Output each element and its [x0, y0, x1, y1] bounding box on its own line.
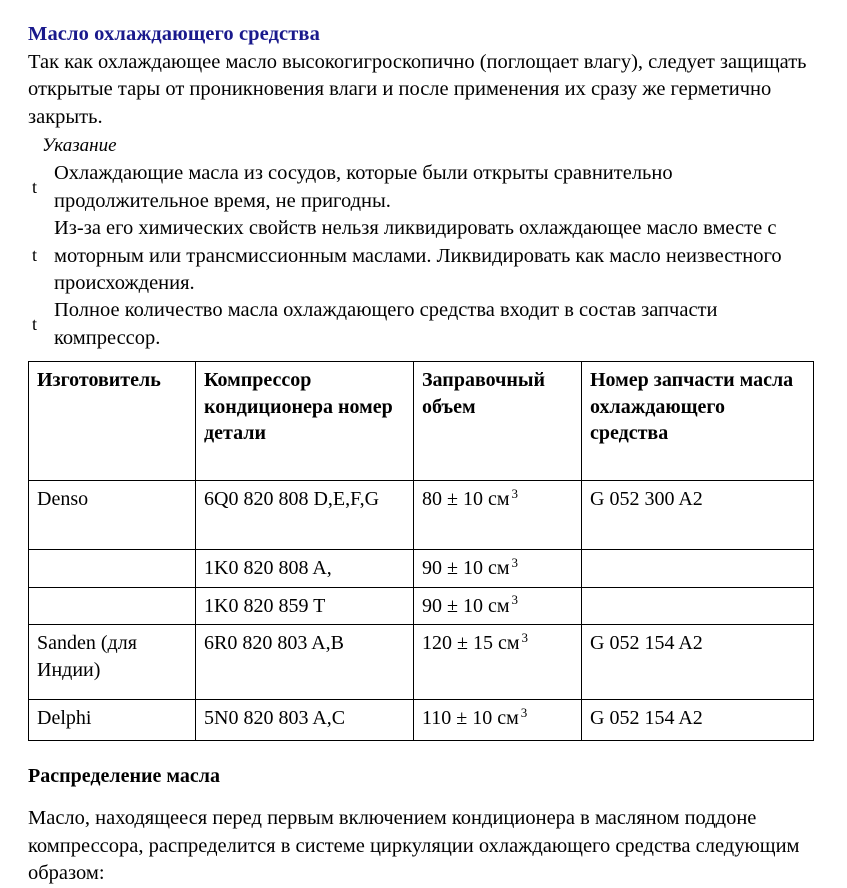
- bullet-marker-icon: t: [32, 313, 38, 334]
- list-item: [28, 160, 818, 215]
- cell-fill-volume-value: 80 ± 10 см: [422, 488, 510, 511]
- subsection-title: Распределение масла: [28, 765, 220, 788]
- cell-oil-part-number: G 052 154 A2: [582, 700, 814, 741]
- cell-fill-volume: [414, 700, 582, 741]
- cell-fill-volume-value: 110 ± 10 см: [422, 707, 519, 730]
- cell-oil-part-number: [582, 587, 814, 624]
- list-item-text: Охлаждающие масла из сосудов, которые были открыты сравнительно продолжительное время, не пригодны.: [54, 162, 673, 212]
- bullet-marker-icon: t: [32, 176, 38, 197]
- cell-oil-part-number: [582, 550, 814, 587]
- table-row: [29, 481, 814, 550]
- cell-compressor-part-number: 5N0 820 803 A,C: [196, 700, 414, 741]
- page-title: Масло охлаждающего средства: [28, 23, 320, 45]
- bullet-marker-icon: t: [32, 245, 38, 266]
- column-header-oil-part-number: Номер запчасти масла охлаждающего средства: [582, 362, 814, 481]
- cell-fill-volume: [414, 587, 582, 624]
- cell-fill-volume: [414, 550, 582, 587]
- document-content: [28, 22, 818, 888]
- cell-manufacturer: [29, 587, 196, 624]
- cell-manufacturer: Denso: [29, 481, 196, 550]
- cell-fill-volume-exponent: 3: [521, 629, 529, 645]
- table-row: [29, 587, 814, 624]
- cell-oil-part-number: G 052 300 A2: [582, 481, 814, 550]
- cell-fill-volume-exponent: 3: [520, 704, 528, 720]
- list-item: [28, 297, 818, 352]
- bullet-list: [28, 160, 818, 352]
- cell-fill-volume-value: 90 ± 10 см: [422, 557, 510, 580]
- oil-specification-table: [28, 361, 814, 741]
- column-header-compressor-part-number: Компрессор кондиционера номер детали: [196, 362, 414, 481]
- table-row: [29, 700, 814, 741]
- table-header-row: [29, 362, 814, 481]
- cell-oil-part-number: G 052 154 A2: [582, 625, 814, 700]
- cell-fill-volume-exponent: 3: [511, 485, 519, 501]
- cell-fill-volume-exponent: 3: [511, 554, 519, 570]
- table-row: [29, 550, 814, 587]
- cell-compressor-part-number: 6Q0 820 808 D,E,F,G: [196, 481, 414, 550]
- column-header-manufacturer: Изготовитель: [29, 362, 196, 481]
- cell-compressor-part-number: 1K0 820 808 A,: [196, 550, 414, 587]
- list-item-text: Полное количество масла охлаждающего средства входит в состав запчасти компрессор.: [54, 299, 718, 349]
- cell-fill-volume: [414, 481, 582, 550]
- cell-manufacturer: Sanden (для Индии): [29, 625, 196, 700]
- list-item-text: Из-за его химических свойств нельзя ликвидировать охлаждающее масло вместе с моторным или трансмиссионным маслами. Ликвидировать как масло неизвестного происхождения.: [54, 217, 782, 294]
- column-header-fill-volume: Заправочный объем: [414, 362, 582, 481]
- cell-compressor-part-number: 6R0 820 803 A,B: [196, 625, 414, 700]
- cell-fill-volume-exponent: 3: [511, 592, 519, 608]
- list-item: [28, 215, 818, 297]
- cell-fill-volume-value: 90 ± 10 см: [422, 594, 510, 617]
- cell-fill-volume-value: 120 ± 15 см: [422, 632, 520, 655]
- table-row: [29, 625, 814, 700]
- closing-paragraph: Масло, находящееся перед первым включением кондиционера в масляном поддоне компрессора, распределится в системе циркуляции охлаждающего средства следующим образом:: [28, 807, 800, 885]
- cell-compressor-part-number: 1K0 820 859 T: [196, 587, 414, 624]
- cell-manufacturer: Delphi: [29, 700, 196, 741]
- note-label: Указание: [42, 135, 117, 157]
- cell-fill-volume: [414, 625, 582, 700]
- cell-manufacturer: [29, 550, 196, 587]
- intro-paragraph: Так как охлаждающее масло высокогигроскопично (поглощает влагу), следует защищать открытые тары от проникновения влаги и после применения их сразу же герметично закрыть.: [28, 51, 807, 128]
